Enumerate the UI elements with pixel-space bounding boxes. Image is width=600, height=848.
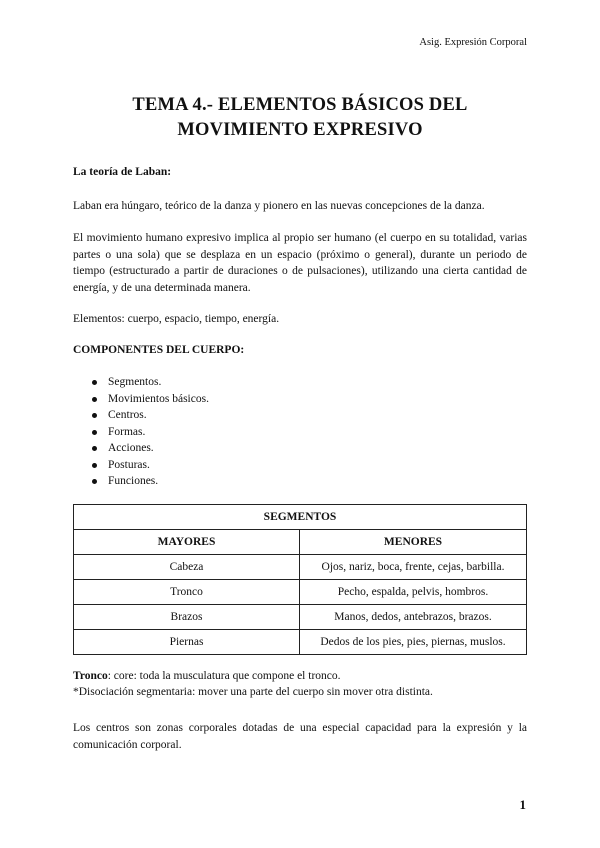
paragraph-elementos: Elementos: cuerpo, espacio, tiempo, energía. bbox=[73, 313, 280, 325]
table-title: SEGMENTOS bbox=[74, 505, 527, 530]
components-list bbox=[84, 374, 209, 490]
list-item: Movimientos básicos. bbox=[84, 391, 209, 408]
paragraph-centros: Los centros son zonas corporales dotadas de una especial capacidad para la expresión y la comunicación corporal. bbox=[73, 722, 527, 751]
section-heading: La teoría de Laban: bbox=[73, 166, 172, 178]
note-disociacion: *Disociación segmentaria: mover una parte del cuerpo sin mover otra distinta. bbox=[73, 686, 433, 698]
bullet-icon bbox=[92, 430, 97, 435]
table-row bbox=[74, 605, 527, 630]
bullet-icon bbox=[92, 446, 97, 451]
bullet-icon bbox=[92, 413, 97, 418]
paragraph-laban: Laban era húngaro, teórico de la danza y pionero en las nuevas concepciones de la danza. bbox=[73, 200, 485, 212]
table-cell: Cabeza bbox=[74, 555, 300, 580]
note-tronco bbox=[73, 670, 527, 682]
bullet-icon bbox=[92, 463, 97, 468]
bullet-icon bbox=[92, 479, 97, 484]
paragraph-movimiento: El movimiento humano expresivo implica al propio ser humano (el cuerpo en su totalidad, varias partes o una sola) que se desplaza en un espacio (próximo o general), durante un periodo de tiempo (estructurado a partir de duraciones o de pulsaciones), utilizando una cierta cantidad de energía, y de una determinada manera. bbox=[73, 232, 527, 294]
title-line-2: MOVIMIENTO EXPRESIVO bbox=[177, 120, 423, 140]
list-item: Formas. bbox=[84, 424, 209, 441]
table-cell: Dedos de los pies, pies, piernas, muslos. bbox=[300, 630, 527, 655]
page-title bbox=[0, 93, 600, 143]
segments-table bbox=[73, 504, 527, 655]
note-tronco-label: Tronco bbox=[73, 670, 108, 682]
table-title-row bbox=[74, 505, 527, 530]
table-cell: Piernas bbox=[74, 630, 300, 655]
table-cell: Tronco bbox=[74, 580, 300, 605]
list-item: Segmentos. bbox=[84, 374, 209, 391]
page-number: 1 bbox=[519, 797, 526, 812]
table-row bbox=[74, 580, 527, 605]
table-cell: Pecho, espalda, pelvis, hombros. bbox=[300, 580, 527, 605]
table-cell: Manos, dedos, antebrazos, brazos. bbox=[300, 605, 527, 630]
components-heading: COMPONENTES DEL CUERPO: bbox=[73, 344, 245, 356]
course-header: Asig. Expresión Corporal bbox=[419, 37, 527, 48]
table-row bbox=[74, 555, 527, 580]
list-item: Centros. bbox=[84, 407, 209, 424]
table-header-row bbox=[74, 530, 527, 555]
list-item: Posturas. bbox=[84, 457, 209, 474]
bullet-icon bbox=[92, 380, 97, 385]
table-cell: Brazos bbox=[74, 605, 300, 630]
bullet-icon bbox=[92, 397, 97, 402]
list-item: Acciones. bbox=[84, 440, 209, 457]
list-item: Funciones. bbox=[84, 473, 209, 490]
column-header-menores: MENORES bbox=[300, 530, 527, 555]
column-header-mayores: MAYORES bbox=[74, 530, 300, 555]
table-row bbox=[74, 630, 527, 655]
title-line-1: TEMA 4.- ELEMENTOS BÁSICOS DEL bbox=[132, 95, 468, 115]
note-tronco-text: : core: toda la musculatura que compone el tronco. bbox=[107, 670, 341, 682]
table-cell: Ojos, nariz, boca, frente, cejas, barbilla. bbox=[300, 555, 527, 580]
